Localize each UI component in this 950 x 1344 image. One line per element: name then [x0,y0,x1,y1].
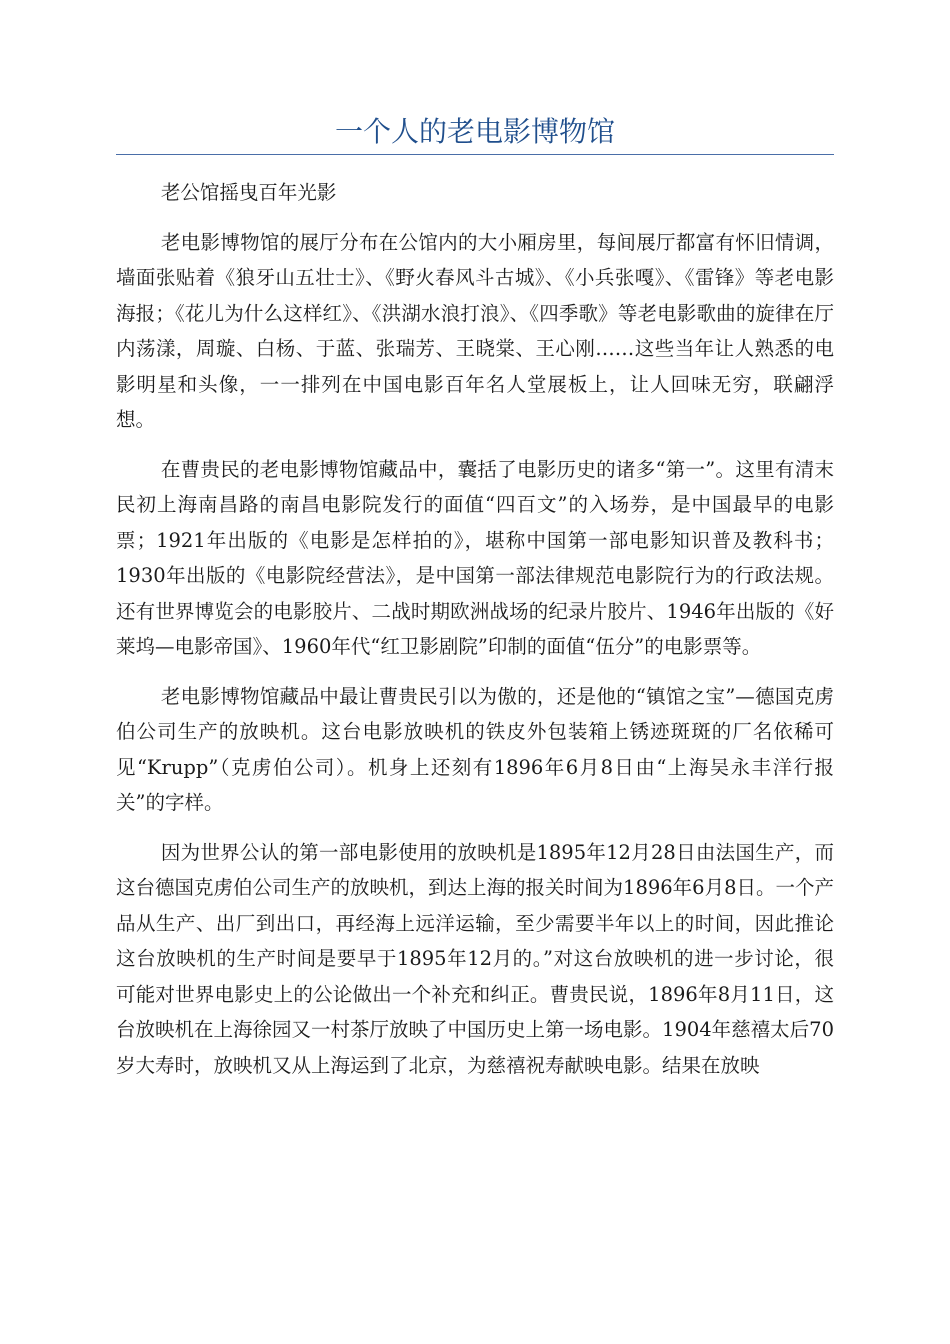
body-paragraph-2: 在曹贵民的老电影博物馆藏品中，囊括了电影历史的诸多“第一”。这里有清末民初上海南昌路的南昌电影院发行的面值“四百文”的入场券，是中国最早的电影票；1921年出版的《电影是怎样拍的》，堪称中国第一部电影知识普及教科书；1930年出版的《电影院经营法》，是中国第一部法律规范电影院行为的行政法规。还有世界博览会的电影胶片、二战时期欧洲战场的纪录片胶片、1946年出版的《好莱坞—电影帝国》、1960年代“红卫影剧院”印制的面值“伍分”的电影票等。 [116,457,834,658]
document-title: 一个人的老电影博物馆 [334,115,615,148]
body-paragraph-4: 因为世界公认的第一部电影使用的放映机是1895年12月28日由法国生产，而这台德国克虏伯公司生产的放映机，到达上海的报关时间为1896年6月8日。一个产品从生产、出厂到出口，再经海上远洋运输，至少需要半年以上的时间，因此推论这台放映机的生产时间是要早于1895年12月的。”对这台放映机的进一步讨论，很可能对世界电影史上的公论做出一个补充和纠正。曹贵民说，1896年8月11日，这台放映机在上海徐园又一村茶厅放映了中国历史上第一场电影。1904年慈禧太后70岁大寿时，放映机又从上海运到了北京，为慈禧祝寿献映电影。结果在放映 [116,840,834,1077]
body-paragraph-3: 老电影博物馆藏品中最让曹贵民引以为傲的，还是他的“镇馆之宝”—德国克虏伯公司生产的放映机。这台电影放映机的铁皮外包装箱上锈迹斑斑的厂名依稀可见“Krupp”（克虏伯公司）。机身上还刻有1896年6月8日由“上海吴永丰洋行报关”的字样。 [116,684,834,814]
document-page [116,112,834,1083]
body-paragraph-1: 老电影博物馆的展厅分布在公馆内的大小厢房里，每间展厅都富有怀旧情调，墙面张贴着《狼牙山五壮士》、《野火春风斗古城》、《小兵张嘎》、《雷锋》等老电影海报；《花儿为什么这样红》、《洪湖水浪打浪》、《四季歌》等老电影歌曲的旋律在厅内荡漾，周璇、白杨、于蓝、张瑞芳、王晓棠、王心刚……这些当年让人熟悉的电影明星和头像，一一排列在中国电影百年名人堂展板上，让人回味无穷，联翩浮想。 [116,230,834,431]
title-underline [116,154,834,155]
section-subtitle: 老公馆摇曳百年光影 [160,181,337,204]
